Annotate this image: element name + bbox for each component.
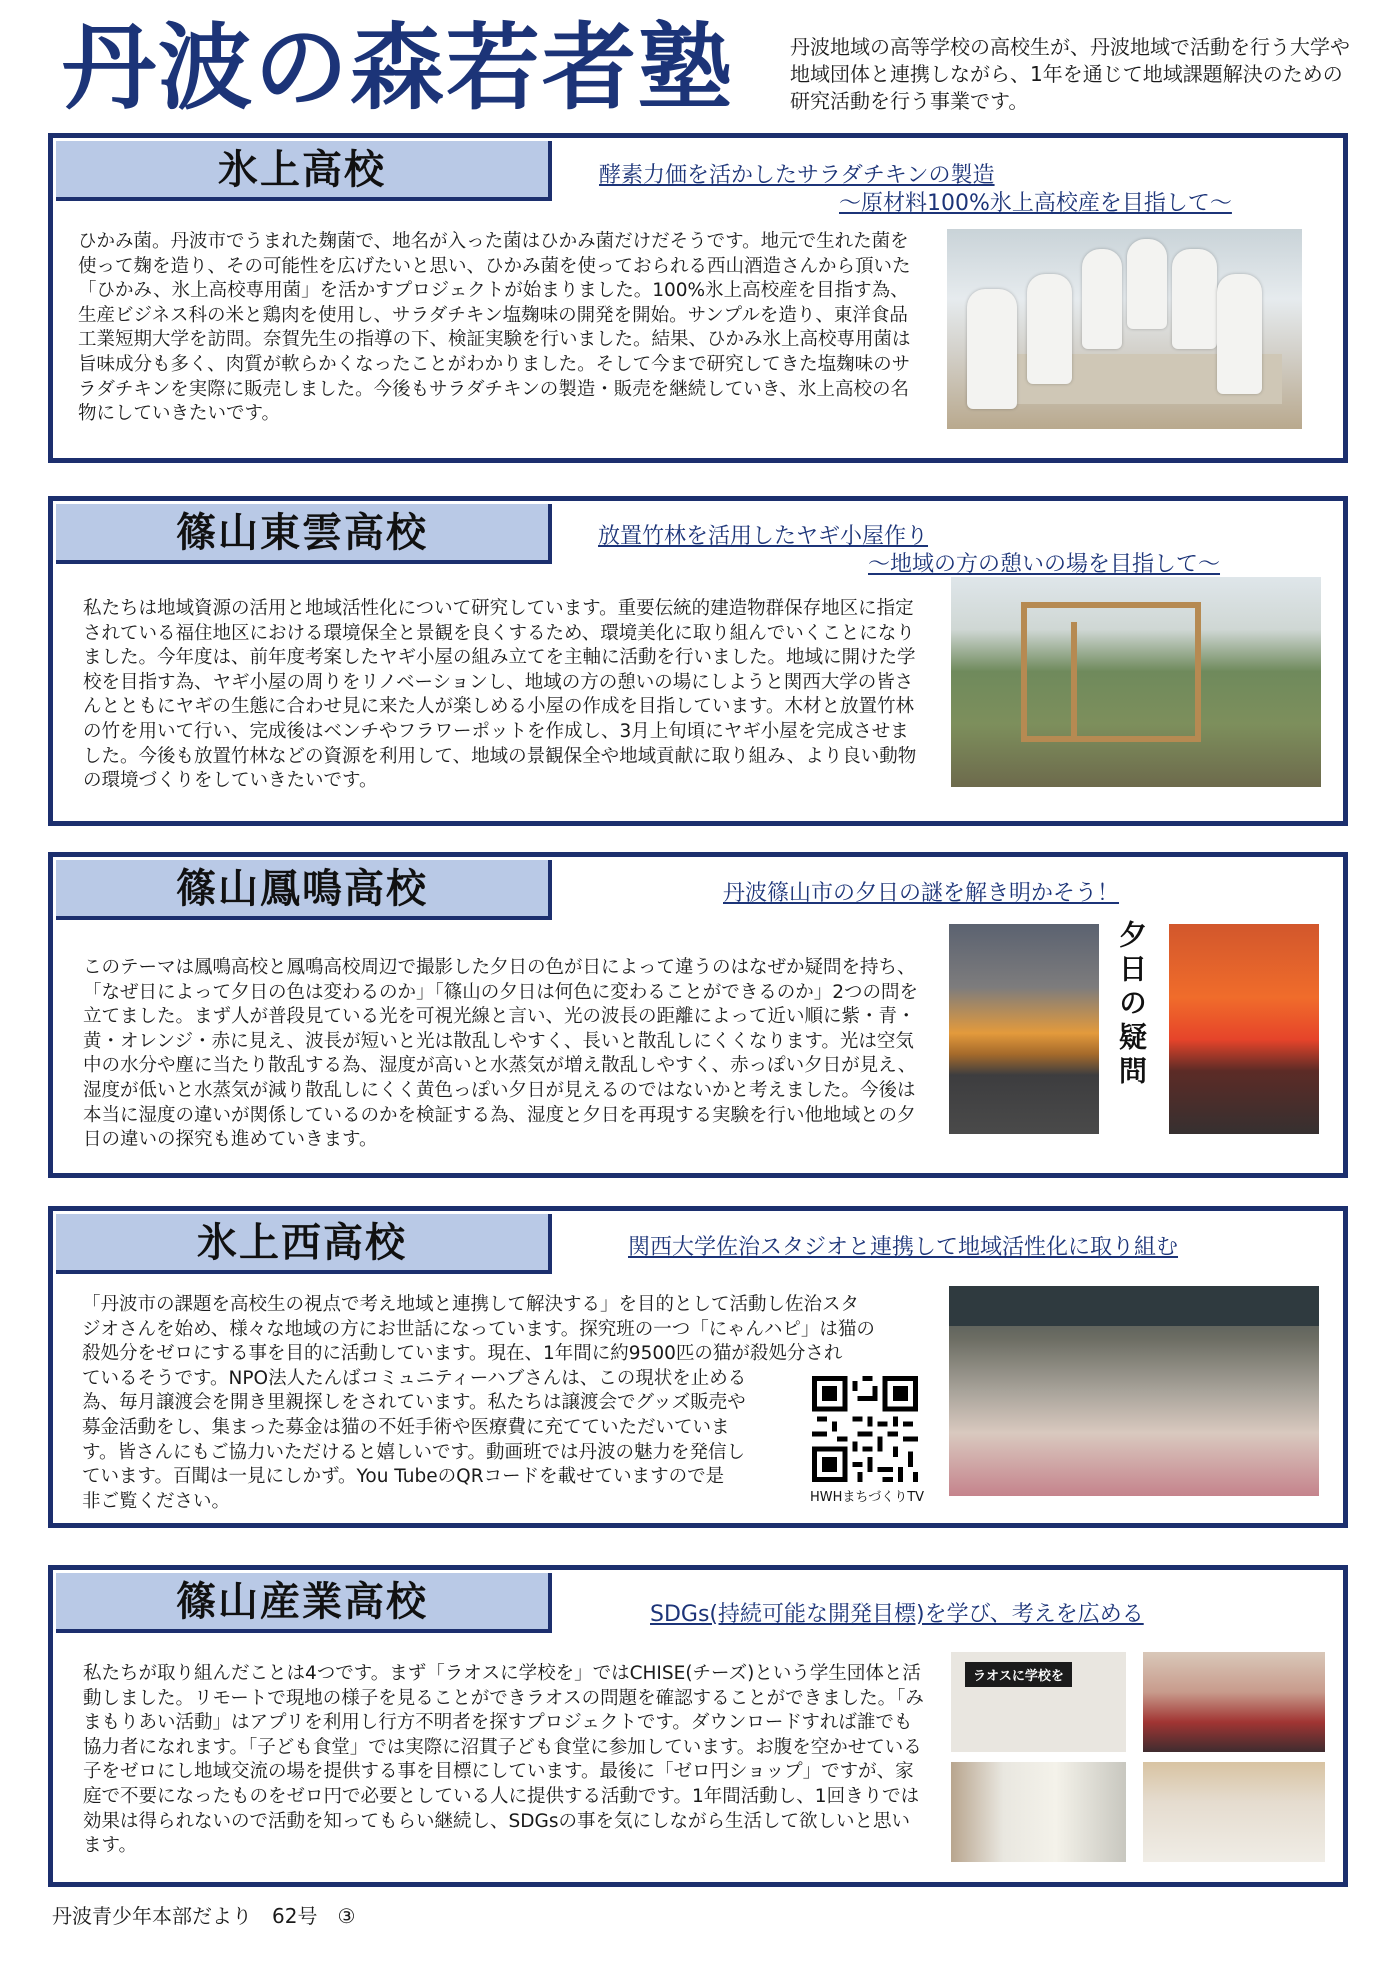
footer-text: 丹波青少年本部だより 62号 ③: [52, 1904, 356, 1928]
school-name: 篠山東雲高校: [56, 504, 552, 564]
school-name: 氷上高校: [56, 141, 552, 201]
section-sangyo: [48, 1565, 1348, 1887]
section-hikami-nishi: [48, 1206, 1348, 1528]
school-name: 篠山産業高校: [56, 1573, 552, 1633]
theme-title: SDGs(持続可能な開発目標)を学び、考えを広める: [650, 1602, 1144, 1627]
section-homei: [48, 852, 1348, 1178]
theme-title: 放置竹林を活用したヤギ小屋作り: [598, 524, 929, 549]
school-name: 篠山鳳鳴高校: [56, 860, 552, 920]
theme-title: 丹波篠山市の夕日の謎を解き明かそう！: [723, 881, 1120, 906]
theme-subtitle: ～原材料100%氷上高校産を目指して～: [839, 191, 1232, 216]
laos-school-photo: [951, 1652, 1126, 1752]
section-body: ひかみ菌。丹波市でうまれた麹菌で、地名が入った菌はひかみ菌だけだそうです。地元で生れた菌を使って麹を造り、その可能性を広げたいと思い、ひかみ菌を使っておられる西山酒造さんから頂いた「ひかみ、氷上高校専用菌」を活かすプロジェクトが始まりました。100%氷上高校産を目指す為、生産ビジネス科の米と鶏肉を使用し、サラダチキン塩麹味の開発を開始。サンプルを造り、東洋食品工業短期大学を訪問。奈賀先生の指導の下、検証実験を行いました。結果、ひかみ氷上高校専用菌は旨味成分も多く、肉質が軟らかくなったことがわかりました。そして今まで研究してきた塩麹味のサラダチキンを実際に販売しました。今後もサラダチキンの製造・販売を継続していき、氷上高校の名物にしていきたいです。: [78, 231, 911, 425]
body-line: 殺処分をゼロにする事を目的に活動しています。現在、1年間に約9500匹の猫が殺処分され: [82, 1343, 843, 1365]
theme-title: 関西大学佐治スタジオと連携して地域活性化に取り組む: [628, 1235, 1179, 1260]
market-photo: [949, 1286, 1319, 1496]
intro-text: 丹波地域の高等学校の高校生が、丹波地域で活動を行う大学や地域団体と連携しながら、1年を通じて地域課題解決のための研究活動を行う事業です。: [790, 35, 1350, 113]
section-shinonome: [48, 496, 1348, 826]
photo-caption: 夕日の疑問: [1115, 920, 1148, 1090]
qr-code[interactable]: [812, 1376, 918, 1482]
body-line: 非ご覧ください。: [82, 1490, 231, 1512]
sunset-photo-yellow: [949, 924, 1099, 1134]
page-header: [0, 0, 1400, 130]
body-line: ています。百聞は一見にしかず。You TubeのQRコードを載せていますので是: [82, 1466, 725, 1488]
group-photo: [1143, 1652, 1325, 1752]
qr-caption: HWHまちづくりTV: [809, 1490, 925, 1505]
body-line: す。皆さんにもご協力いただけると嬉しいです。動画班では丹波の魅力を発信し: [82, 1441, 746, 1463]
section-body: 私たちは地域資源の活用と地域活性化について研究しています。重要伝統的建造物群保存地区に指定されている福住地区における環境保全と景観を良くするため、環境美化に取り組んでいくことになりました。今年度は、前年度考案したヤギ小屋の組み立てを主軸に活動を行いました。地域に開けた学校を目指す為、ヤギ小屋の周りをリノベーションし、地域の方の憩いの場にしようと関西大学の皆さんとともにヤギの生態に合わせ見に来た人が楽しめる小屋の作成を目指しています。木材と放置竹林の竹を用いて行い、完成後はベンチやフラワーポットを作成し、3月上旬頃にヤギ小屋を完成させました。今後も放置竹林などの資源を利用して、地域の景観保全や地域貢献に取り組み、より良い動物の環境づくりをしていきたいです。: [83, 598, 917, 792]
body-line: ているそうです。NPO法人たんばコミュニティーハブさんは、この現状を止める: [82, 1367, 747, 1389]
school-name: 氷上西高校: [56, 1214, 552, 1274]
body-line: 為、毎月譲渡会を開き里親探しをされています。私たちは譲渡会でグッズ販売や: [82, 1392, 746, 1414]
theme-subtitle: ～地域の方の憩いの場を目指して～: [868, 552, 1221, 577]
theme-title: 酵素力価を活かしたサラダチキンの製造: [599, 163, 995, 188]
food-photo: [1143, 1762, 1325, 1862]
page-title: 丹波の森若者塾: [62, 13, 735, 123]
body-line: ジオさんを始め、様々な地域の方にお世話になっています。探究班の一つ「にゃんハピ」は猫の: [82, 1318, 875, 1340]
section-body: 私たちが取り組んだことは4つです。まず「ラオスに学校を」ではCHISE(チーズ)という学生団体と活動しました。リモートで現地の様子を見ることができラオスの問題を確認することができました。「みまもりあい活動」はアプリを利用し行方不明者を探すプロジェクトです。ダウンロードすれば誰でも協力者になれます。「子ども食堂」では実際に沼貫子ども食堂に参加しています。お腹を空かせている子をゼロにし地域交流の場を提供する事を目標にしています。最後に「ゼロ円ショップ」ですが、家庭で不要になったものをゼロ円で必要としている人に提供する活動です。1年間活動し、1回きりでは効果は得られないので活動を知ってもらい継続し、SDGsの事を気にしながら生活して欲しいと思います。: [83, 1663, 924, 1857]
laos-sign: ラオスに学校を: [965, 1662, 1072, 1687]
goat-hut-photo: [951, 577, 1321, 787]
kitchen-photo: [947, 229, 1302, 429]
board-photo: [951, 1762, 1126, 1862]
body-line: 募金活動をし、集まった募金は猫の不妊手術や医療費に充てていただいていま: [82, 1416, 730, 1438]
section-hikami: [48, 133, 1348, 463]
sunset-photo-red: [1169, 924, 1319, 1134]
body-line: 「丹波市の課題を高校生の視点で考え地域と連携して解決する」を目的として活動し佐治スタ: [82, 1294, 860, 1315]
section-body: このテーマは鳳鳴高校と鳳鳴高校周辺で撮影した夕日の色が日によって違うのはなぜか疑問を持ち、「なぜ日によって夕日の色は変わるのか」「篠山の夕日は何色に変わることができるのか」2つの問を立てました。まず人が普段見ている光を可視光線と言い、光の波長の距離によって近い順に紫・青・黄・オレンジ・赤に見え、波長が短いと光は散乱しやすく、長いと散乱しにくくなります。光は空気中の水分や塵に当たり散乱する為、湿度が高いと水蒸気が増え散乱しやすく、赤っぽい夕日が見え、湿度が低いと水蒸気が減り散乱しにくく黄色っぽい夕日が見えるのではないかと考えました。今後は本当に湿度の違いが関係しているのかを検証する為、湿度と夕日を再現する実験を行い他地域との夕日の違いの探究も進めていきます。: [83, 957, 919, 1151]
